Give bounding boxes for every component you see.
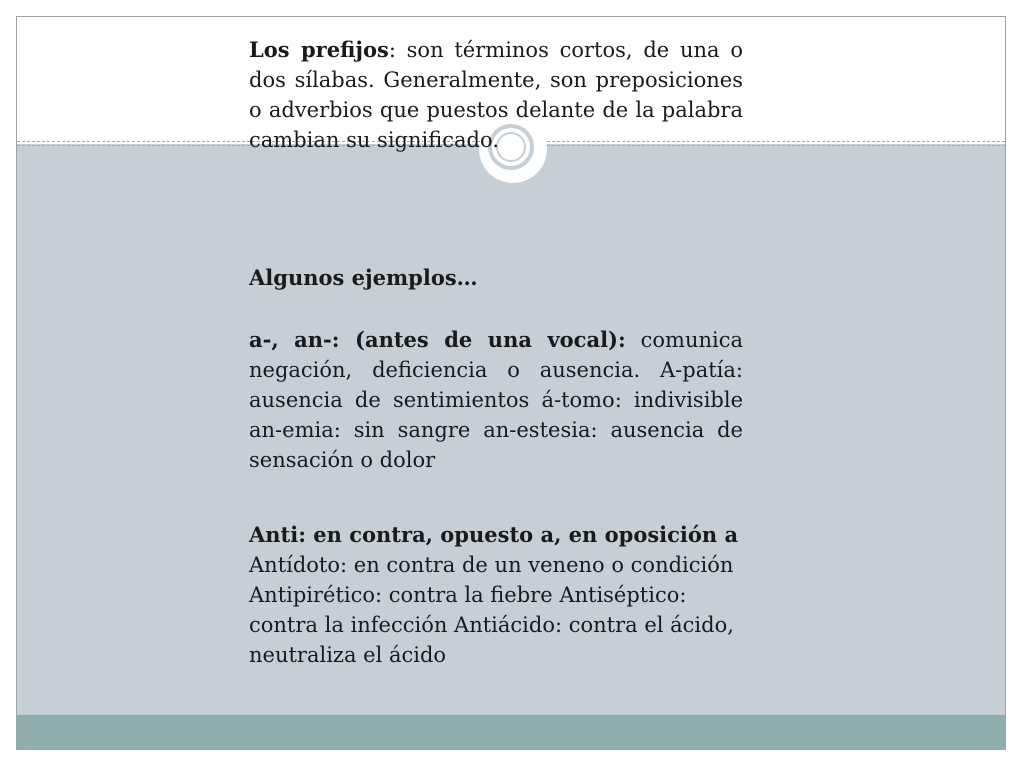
example-a-an [249, 325, 743, 475]
example-anti-text: Antídoto: en contra de un veneno o condición Antipirético: contra la fiebre Antiséptico: contra la infección Antiácido: contra el ácido, neutraliza el ácido [249, 553, 734, 667]
example-anti-term: Anti: en contra, opuesto a, en oposición a [249, 522, 739, 547]
example-a-an-text: comunica negación, deficiencia o ausencia. A-patía: ausencia de sentimientos á-tomo: indivisible an-emia: sin sangre an-estesia: ausencia de sensación o dolor [249, 328, 744, 472]
examples-heading: Algunos ejemplos… [249, 265, 478, 290]
slide [16, 16, 1006, 750]
prefix-definition-text: : son términos cortos, de una o dos sílabas. Generalmente, son preposiciones o adverbios que puestos delante de la palabra cambian su significado. [249, 38, 743, 152]
example-anti [249, 520, 743, 670]
example-a-an-term: a-, an-: (antes de una vocal): [249, 327, 626, 352]
prefix-definition [249, 35, 743, 155]
prefix-term: Los prefijos [249, 37, 389, 62]
footer-band [17, 715, 1005, 750]
